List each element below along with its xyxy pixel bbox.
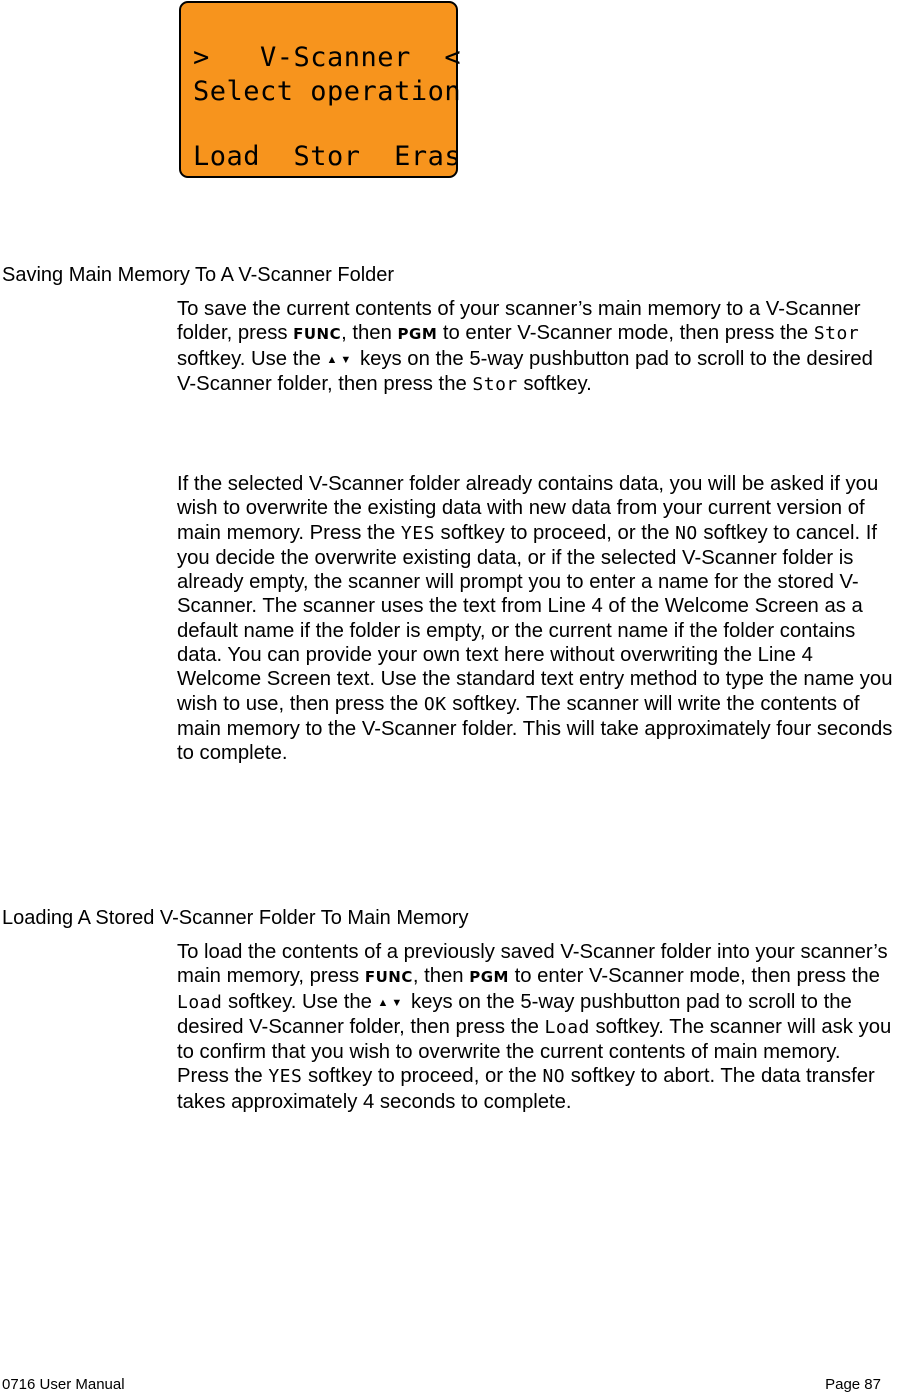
text-run: To load the contents of a previously saved V-Scanner folder into your scanner’s main memory, press	[177, 941, 888, 988]
text-run: , then	[412, 965, 470, 988]
no-softkey-label: NO	[675, 522, 698, 544]
up-down-arrow-icon: ▲▼	[377, 996, 406, 1009]
loading-heading: Loading A Stored V-Scanner Folder To Main Memory	[2, 907, 469, 929]
saving-heading: Saving Main Memory To A V-Scanner Folder	[2, 264, 395, 286]
yes-softkey-label: YES	[400, 522, 435, 544]
text-run: to enter V-Scanner mode, then press the	[508, 965, 880, 988]
text-run: To save the current contents of your scanner’s main memory to a V-Scanner folder, press	[177, 298, 861, 345]
footer-manual-title: 0716 User Manual	[2, 1376, 125, 1393]
stor-softkey-label: Stor	[472, 373, 518, 395]
ok-softkey-label: OK	[423, 693, 447, 715]
text-run: softkey.	[517, 372, 592, 395]
load-softkey-label: Load	[544, 1016, 590, 1038]
stor-softkey-label: Stor	[813, 323, 860, 345]
lcd-line-2: Select operation	[193, 76, 462, 107]
lcd-line-1: > V-Scanner <	[193, 42, 462, 73]
text-run: softkey to abort. The data transfer takes approximately 4 seconds to complete.	[177, 1065, 875, 1113]
lcd-display	[179, 1, 462, 178]
text-run: , then	[341, 322, 398, 345]
loading-paragraph-1	[177, 940, 895, 1114]
text-run: softkey to cancel. If you decide the overwrite existing data, or if the selected V-Scanner folder is already empty, the scanner will prompt you to enter a name for the stored V-Scanner. The scanner uses the text from Line 4 of the Welcome Screen as a default name if the folder is empty, or the current name if the folder contains data. You can provide your own text here without overwriting the Line 4 Welcome Screen text. Use the standard text entry method to type the name you wish to use, then press the	[177, 521, 893, 715]
text-run: softkey. The scanner will ask you to confirm that you wish to overwrite the current contents of main memory. Press the	[177, 1015, 892, 1088]
pgm-key-label: PGM	[397, 325, 438, 344]
text-run: keys on the 5-way pushbutton pad to scroll to the desired V-Scanner folder, then press the	[177, 990, 852, 1038]
text-run: softkey. Use the	[222, 990, 378, 1013]
pgm-key-label: PGM	[469, 968, 509, 987]
text-run: softkey to proceed, or the	[302, 1065, 543, 1088]
up-down-arrow-icon: ▲▼	[326, 353, 355, 366]
yes-softkey-label: YES	[268, 1066, 303, 1088]
func-key-label: FUNC	[364, 968, 413, 987]
text-run: keys on the 5-way pushbutton pad to scroll to the desired V-Scanner folder, then press the	[177, 347, 873, 395]
text-run: to enter V-Scanner mode, then press the	[437, 322, 814, 345]
func-key-label: FUNC	[293, 325, 342, 344]
footer-page-number: Page 87	[825, 1376, 881, 1393]
text-run: softkey. The scanner will write the contents of main memory to the V-Scanner folder. This will take approximately four seconds to complete.	[177, 692, 893, 765]
text-run: If the selected V-Scanner folder already contains data, you will be asked if you wish to overwrite the existing data with new data from your current version of main memory. Press the	[177, 473, 879, 544]
no-softkey-label: NO	[542, 1066, 566, 1088]
saving-paragraph-1	[177, 297, 895, 397]
text-run: softkey to proceed, or the	[434, 521, 676, 544]
saving-paragraph-2	[177, 472, 895, 766]
load-softkey-label: Load	[177, 991, 223, 1013]
lcd-softkey-line: Load Stor Eras	[193, 141, 462, 172]
text-run: softkey. Use the	[177, 347, 327, 370]
